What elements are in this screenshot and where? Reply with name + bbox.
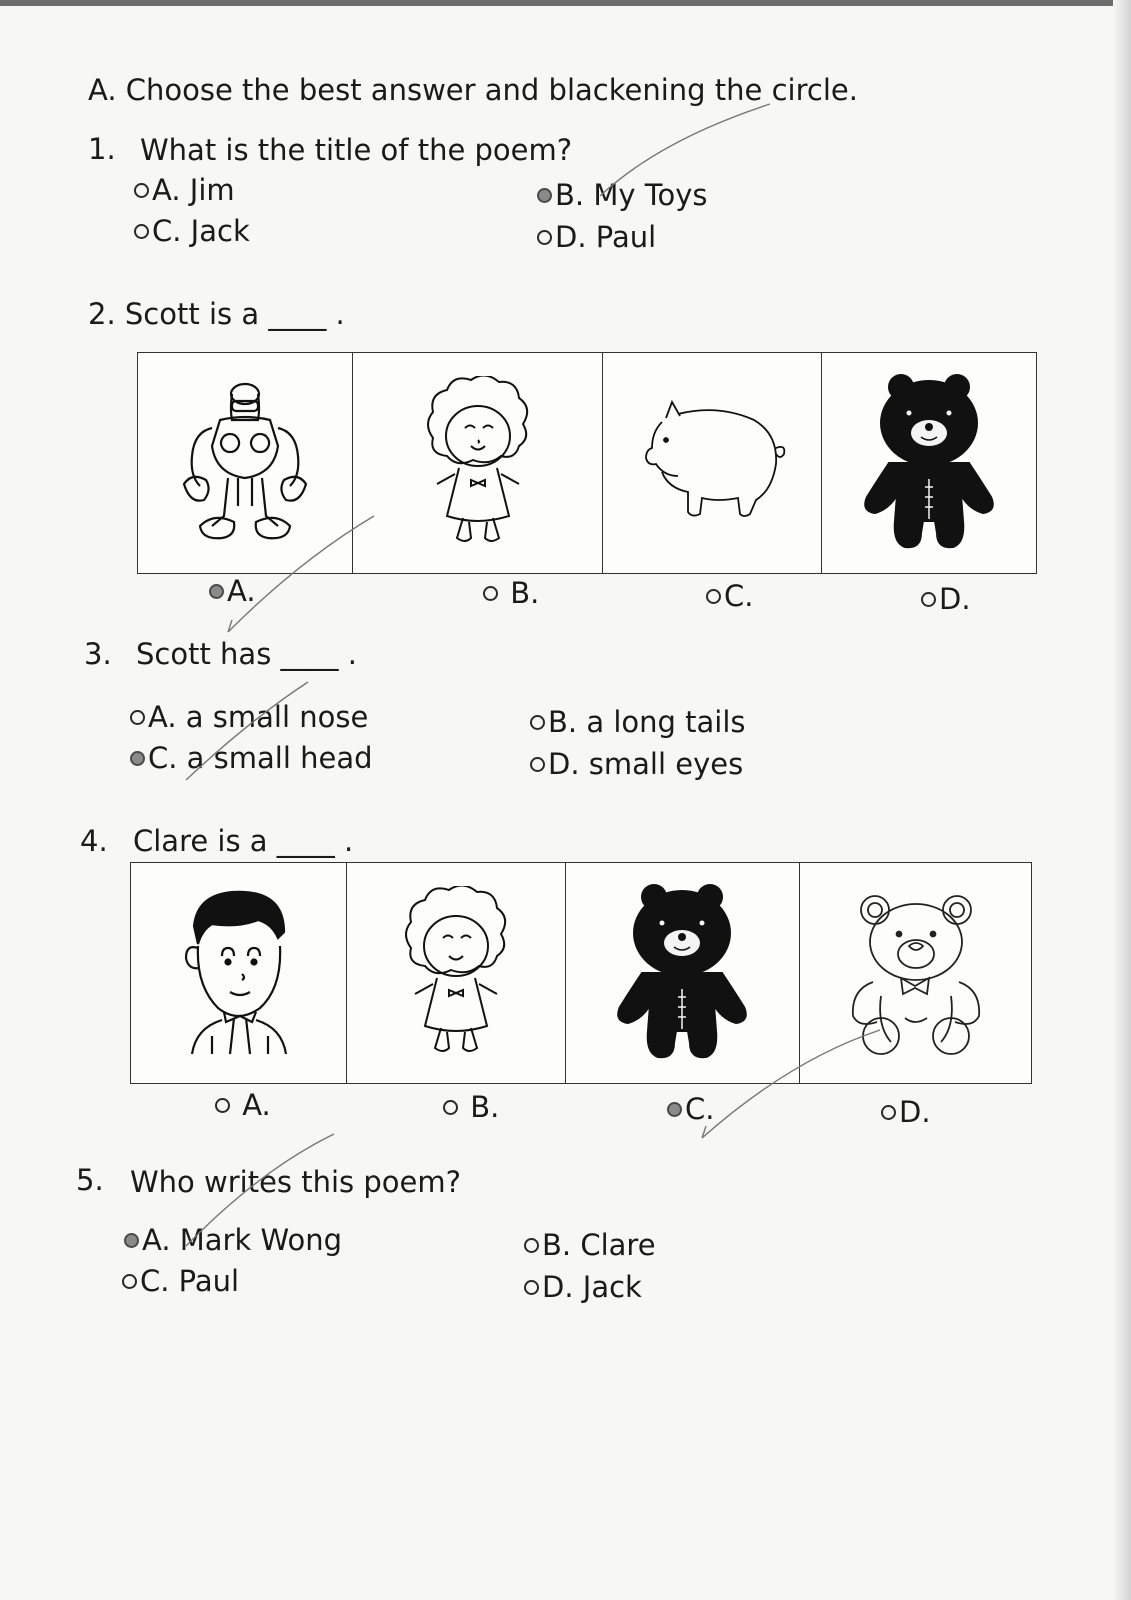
q1-option-c[interactable]: C. Jack [134,217,250,246]
bubble-icon[interactable] [130,710,145,725]
q4-option-c[interactable]: C. [667,1095,714,1124]
q4-option-b[interactable]: B. [443,1093,499,1122]
teddy-bear-icon [845,886,985,1061]
q4-picture-teddy-bear [800,863,1031,1083]
filled-bubble-icon[interactable] [124,1233,139,1248]
bubble-icon[interactable] [524,1280,539,1295]
boy-icon [164,886,314,1061]
q2-prompt: 2. Scott is a ____ . [88,297,345,331]
black-bear-icon [859,371,999,556]
q5-prompt: Who writes this poem? [130,1165,462,1199]
bubble-icon[interactable] [921,592,936,607]
q4-option-a[interactable]: A. [215,1091,271,1120]
filled-bubble-icon[interactable] [209,584,224,599]
q4-number: 4. [80,824,108,858]
robot-icon [170,376,320,551]
filled-bubble-icon[interactable] [667,1102,682,1117]
q1-option-b[interactable]: B. My Toys [537,181,708,210]
q5-option-c[interactable]: C. Paul [122,1267,239,1296]
bubble-icon[interactable] [530,715,545,730]
black-bear-icon [612,881,752,1066]
q4-picture-boy [131,863,347,1083]
q4-option-d[interactable]: D. [881,1098,931,1127]
bubble-icon[interactable] [530,757,545,772]
q3-option-d[interactable]: D. small eyes [530,750,743,779]
pig-icon [632,388,792,538]
q3-option-a[interactable]: A. a small nose [130,703,368,732]
q2-picture-robot [138,353,353,573]
scan-edge-top [0,0,1131,6]
q1-prompt: What is the title of the poem? [140,133,573,167]
doll-icon [381,886,531,1061]
bubble-icon[interactable] [881,1105,896,1120]
q1-option-d[interactable]: D. Paul [537,223,656,252]
q5-option-a[interactable]: A. Mark Wong [124,1226,342,1255]
q2-picture-pig [603,353,821,573]
q4-picture-doll [347,863,565,1083]
q4-prompt: Clare is a ____ . [133,824,354,858]
instruction-text: A. Choose the best answer and blackening the circle. [88,73,858,107]
q5-option-b[interactable]: B. Clare [524,1231,656,1260]
scan-edge-right [1113,0,1131,1600]
q4-picture-grid [130,862,1032,1084]
filled-bubble-icon[interactable] [537,188,552,203]
q5-option-d[interactable]: D. Jack [524,1273,642,1302]
bubble-icon[interactable] [537,230,552,245]
q1-number: 1. [88,132,116,166]
q2-picture-black-bear [822,353,1036,573]
q2-picture-doll [353,353,603,573]
bubble-icon[interactable] [122,1274,137,1289]
bubble-icon[interactable] [215,1098,230,1113]
q5-number: 5. [76,1163,104,1197]
q2-option-a[interactable]: A. [209,577,256,606]
q2-picture-grid [137,352,1037,574]
q3-option-c[interactable]: C. a small head [130,744,373,773]
q3-option-b[interactable]: B. a long tails [530,708,746,737]
bubble-icon[interactable] [706,589,721,604]
bubble-icon[interactable] [483,586,498,601]
bubble-icon[interactable] [443,1100,458,1115]
q2-option-b[interactable]: B. [483,579,539,608]
q3-number: 3. [84,637,112,671]
q3-prompt: Scott has ____ . [136,637,357,671]
q2-option-c[interactable]: C. [706,582,753,611]
bubble-icon[interactable] [134,183,149,198]
q2-option-d[interactable]: D. [921,585,971,614]
doll-icon [403,376,553,551]
bubble-icon[interactable] [134,224,149,239]
q4-picture-black-bear [566,863,800,1083]
filled-bubble-icon[interactable] [130,751,145,766]
q1-option-a[interactable]: A. Jim [134,176,235,205]
bubble-icon[interactable] [524,1238,539,1253]
